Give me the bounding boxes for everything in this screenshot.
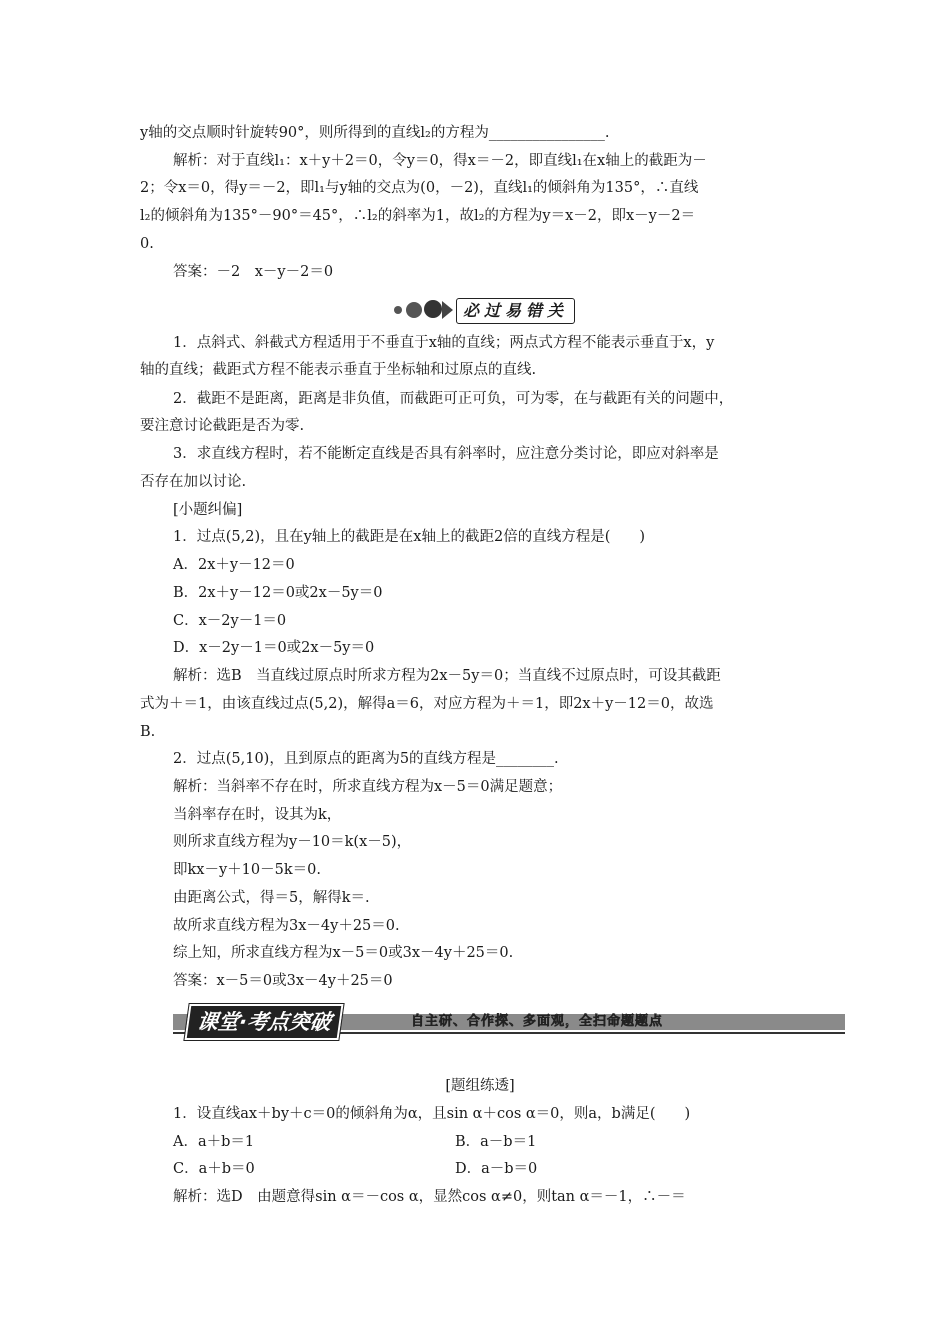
question-line: 1．设直线ax＋by＋c＝0的倾斜角为α，且sin α＋cos α＝0，则a，b满足( ) bbox=[173, 1106, 691, 1122]
question-line: 2．过点(5,10)，且到原点的距离为5的直线方程是________. bbox=[173, 751, 559, 767]
text-line: 3．求直线方程时，若不能断定直线是否具有斜率时，应注意分类讨论，即应对斜率是 bbox=[173, 446, 719, 462]
text-line: 轴的直线；截距式方程不能表示垂直于坐标轴和过原点的直线. bbox=[140, 362, 537, 378]
text-line: y轴的交点顺时针旋转90°，则所得到的直线l₂的方程为________________. bbox=[140, 125, 610, 141]
arrow-icon bbox=[442, 301, 453, 319]
option-c: C．x－2y－1＝0 bbox=[173, 613, 287, 629]
option-d: D．a－b＝0 bbox=[455, 1161, 538, 1177]
text-line: 即kx－y＋10－5k＝0. bbox=[173, 862, 321, 878]
option-a: A．2x＋y－12＝0 bbox=[173, 557, 295, 573]
subsection-heading: [题组练透] bbox=[445, 1078, 515, 1094]
question-line: 1．过点(5,2)，且在y轴上的截距是在x轴上的截距2倍的直线方程是( ) bbox=[173, 529, 646, 545]
option-b: B．2x＋y－12＝0或2x－5y＝0 bbox=[173, 585, 383, 601]
text-line: 否存在加以讨论. bbox=[140, 474, 247, 490]
text-line: 当斜率存在时，设其为k， bbox=[173, 807, 342, 823]
option-b: B．a－b＝1 bbox=[455, 1134, 537, 1150]
text-line: 要注意讨论截距是否为零. bbox=[140, 418, 305, 434]
text-line: 故所求直线方程为3x－4y＋25＝0. bbox=[173, 918, 400, 934]
text-line: 解析：选D 由题意得sin α＝－cos α，显然cos α≠0，则tan α＝－1，∴－＝ bbox=[173, 1189, 686, 1205]
bullet-dot-icon bbox=[394, 306, 402, 314]
section-banner-classroom bbox=[173, 1008, 845, 1036]
text-line: l₂的倾斜角为135°－90°＝45°，∴l₂的斜率为1，故l₂的方程为y＝x－2，即x－y－2＝ bbox=[140, 208, 696, 224]
text-line: 0. bbox=[140, 236, 154, 252]
text-line: 综上知，所求直线方程为x－5＝0或3x－4y＋25＝0. bbox=[173, 945, 514, 961]
text-line: 则所求直线方程为y－10＝k(x－5)， bbox=[173, 834, 412, 850]
text-line: 2；令x＝0，得y＝－2，即l₁与y轴的交点为(0，－2)，直线l₁的倾斜角为135°，∴直线 bbox=[140, 180, 699, 196]
bullet-dot-icon bbox=[424, 300, 442, 318]
option-d: D．x－2y－1＝0或2x－5y＝0 bbox=[173, 640, 375, 656]
text-line: 1．点斜式、斜截式方程适用于不垂直于x轴的直线；两点式方程不能表示垂直于x，y bbox=[173, 335, 715, 351]
section-title: 必过易错关 bbox=[456, 298, 575, 324]
text-line: 解析：对于直线l₁：x＋y＋2＝0，令y＝0，得x＝－2，即直线l₁在x轴上的截距为－ bbox=[173, 153, 707, 169]
text-line: B. bbox=[140, 724, 156, 740]
text-line: 解析：当斜率不存在时，所求直线方程为x－5＝0满足题意； bbox=[173, 779, 563, 795]
text-line: 2．截距不是距离，距离是非负值，而截距可正可负，可为零，在与截距有关的问题中， bbox=[173, 391, 734, 407]
option-c: C．a＋b＝0 bbox=[173, 1161, 255, 1177]
text-line: 解析：选B 当直线过原点时所求方程为2x－5y＝0；当直线不过原点时，可设其截距 bbox=[173, 668, 721, 684]
section-title: 课堂·考点突破 bbox=[184, 1004, 343, 1040]
answer-line: 答案：x－5＝0或3x－4y＋25＝0 bbox=[173, 973, 393, 989]
bullet-dot-icon bbox=[406, 302, 422, 318]
subsection-heading: [小题纠偏] bbox=[173, 502, 243, 518]
option-a: A．a＋b＝1 bbox=[173, 1134, 255, 1150]
text-line: 式为＋＝1，由该直线过点(5,2)，解得a＝6，对应方程为＋＝1，即2x＋y－12＝0，故选 bbox=[140, 696, 714, 712]
answer-line: 答案：－2 x－y－2＝0 bbox=[173, 264, 334, 280]
text-line: 由距离公式，得＝5，解得k＝. bbox=[173, 890, 370, 906]
section-subtitle: 自主研、合作探、多面观，全扫命题题点 bbox=[411, 1014, 664, 1029]
